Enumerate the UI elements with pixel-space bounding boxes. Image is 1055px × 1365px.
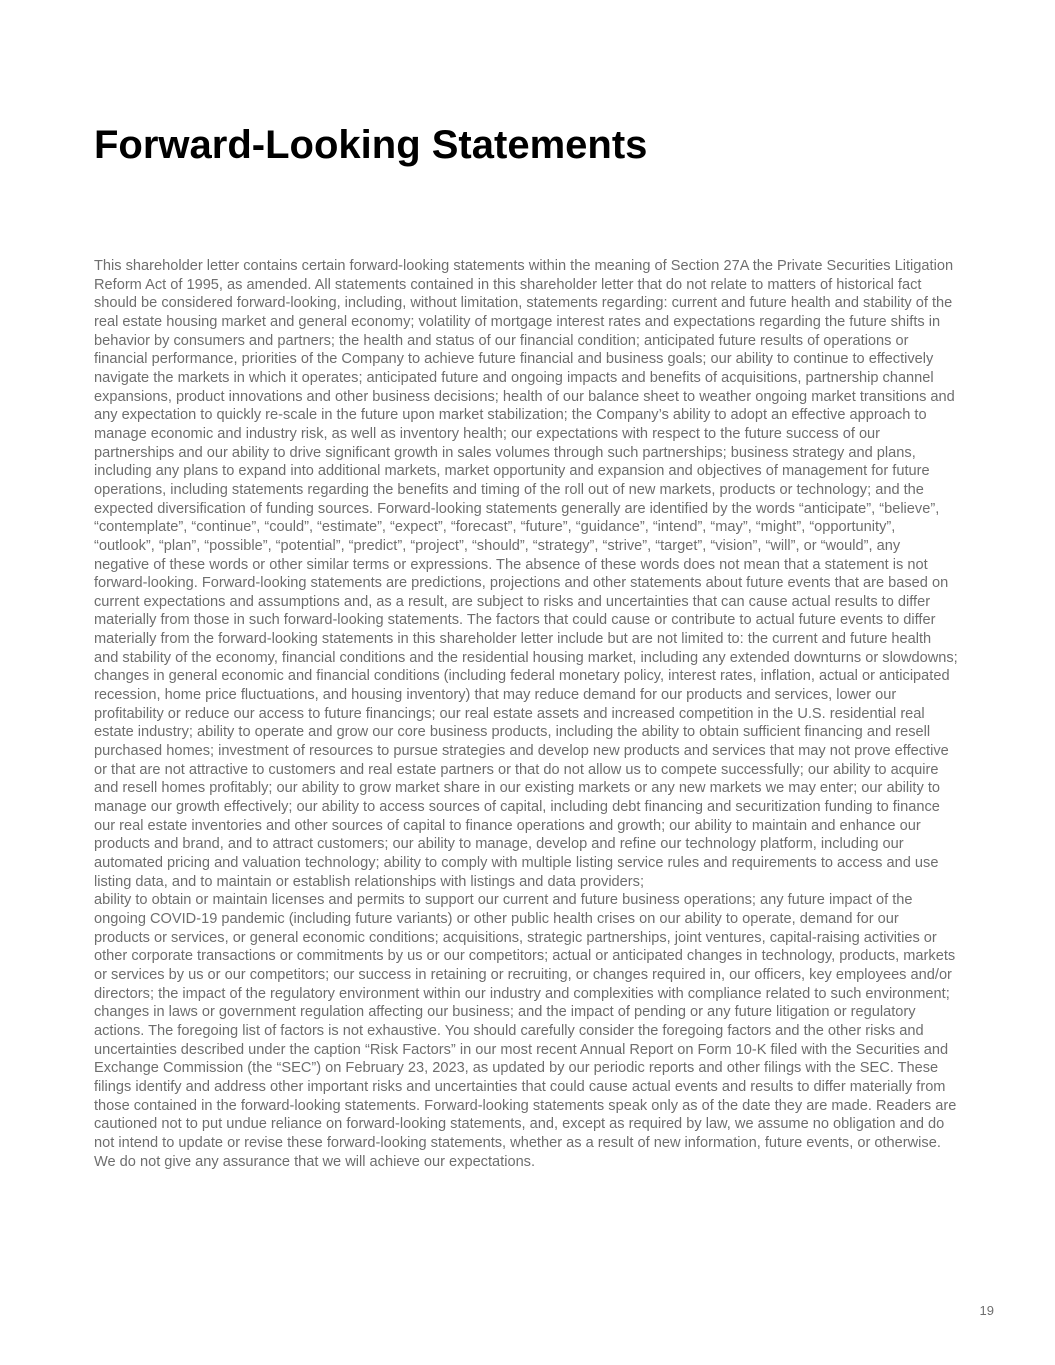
paragraph-2: ability to obtain or maintain licenses and permits to support our current and future business operations; any future impact of the ongoing COVID-19 pandemic (including future variants) or other public health crises on our ability to operate, demand for our products or services, or general economic conditions; acquisitions, strategic partnerships, joint ventures, capital-raising activities or other corporate transactions or commitments by us or our competitors; actual or anticipated changes in technology, products, markets or services by us or our competitors; our success in retaining or recruiting, or changes required in, our officers, key employees and/or directors; the impact of the regulatory environment within our industry and complexities with compliance related to such environment; changes in laws or government regulation affecting our business; and the impact of pending or any future litigation or regulatory actions. The foregoing list of factors is not exhaustive. You should carefully consider the foregoing factors and the other risks and uncertainties described under the caption “Risk Factors” in our most recent Annual Report on Form 10-K filed with the Securities and Exchange Commission (the “SEC”) on February 23, 2023, as updated by our periodic reports and other filings with the SEC. These filings identify and address other important risks and uncertainties that could cause actual events and results to differ materially from those contained in the forward-looking statements. Forward-looking statements speak only as of the date they are made. Readers are cautioned not to put undue reliance on forward-looking statements, and, except as required by law, we assume no obligation and do not intend to update or revise these forward-looking statements, whether as a result of new information, future events, or otherwise. We do not give any assurance that we will achieve our expectations.	[94, 892, 957, 1170]
paragraph-1: This shareholder letter contains certain forward-looking statements within the meaning of Section 27A the Private Securities Litigation Reform Act of 1995, as amended. All statements contained in this shareholder letter that do not relate to matters of historical fact should be considered forward-looking, including, without limitation, statements regarding: current and future health and stability of the real estate housing market and general economy; volatility of mortgage interest rates and expectations regarding the future shifts in behavior by consumers and partners; the health and status of our financial condition; anticipated future results of operations or financial performance, priorities of the Company to achieve future financial and business goals; our ability to continue to effectively navigate the markets in which it operates; anticipated future and ongoing impacts and benefits of acquisitions, partnership channel expansions, product innovations and other business decisions; health of our balance sheet to weather ongoing market transitions and any expectation to quickly re-scale in the future upon market stabilization; the Company’s ability to adopt an effective approach to manage economic and industry risk, as well as inventory health; our expectations with respect to the future success of our partnerships and our ability to drive significant growth in sales volumes through such partnerships; business strategy and plans, including any plans to expand into additional markets, market opportunity and expansion and objectives of management for future operations, including statements regarding the benefits and timing of the roll out of new markets, products or technology; and the expected diversification of funding sources. Forward-looking statements generally are identified by the words “anticipate”, “believe”, “contemplate”, “continue”, “could”, “estimate”, “expect”, “forecast”, “future”, “guidance”, “intend”, “may”, “might”, “opportunity”, “outlook”, “plan”, “possible”, “potential”, “predict”, “project”, “should”, “strategy”, “strive”, “target”, “vision”, “will”, or “would”, any negative of these words or other similar terms or expressions. The absence of these words does not mean that a statement is not forward-looking. Forward-looking statements are predictions, projections and other statements about future events that are based on current expectations and assumptions and, as a result, are subject to risks and uncertainties that can cause actual results to differ materially from those in such forward-looking statements. The factors that could cause or contribute to actual future events to differ materially from the forward-looking statements in this shareholder letter include but are not limited to: the current and future health and stability of the economy, financial conditions and the residential housing market, including any extended downturns or slowdowns; changes in general economic and financial conditions (including federal monetary policy, interest rates, inflation, actual or anticipated recession, home price fluctuations, and housing inventory) that may reduce demand for our products and services, lower our profitability or reduce our access to future financings; our real estate assets and increased competition in the U.S. residential real estate industry; ability to operate and grow our core business products, including the ability to obtain sufficient financing and resell purchased homes; investment of resources to pursue strategies and develop new products and services that may not prove effective or that are not attractive to customers and real estate partners or that do not allow us to compete successfully; our ability to acquire and resell homes profitably; our ability to grow market share in our existing markets or any new markets we may enter; our ability to manage our growth effectively; our ability to access sources of capital, including debt financing and securitization funding to finance our real estate inventories and other sources of capital to finance operations and growth; our ability to maintain and enhance our products and brand, and to attract customers; our ability to manage, develop and refine our technology platform, including our automated pricing and valuation technology; ability to comply with multiple listing service rules and requirements to access and use listing data, and to maintain or establish relationships with listings and data providers;	[94, 258, 958, 890]
page-title: Forward-Looking Statements	[94, 123, 648, 167]
body-text	[94, 257, 958, 1171]
page-number: 19	[979, 1303, 994, 1318]
